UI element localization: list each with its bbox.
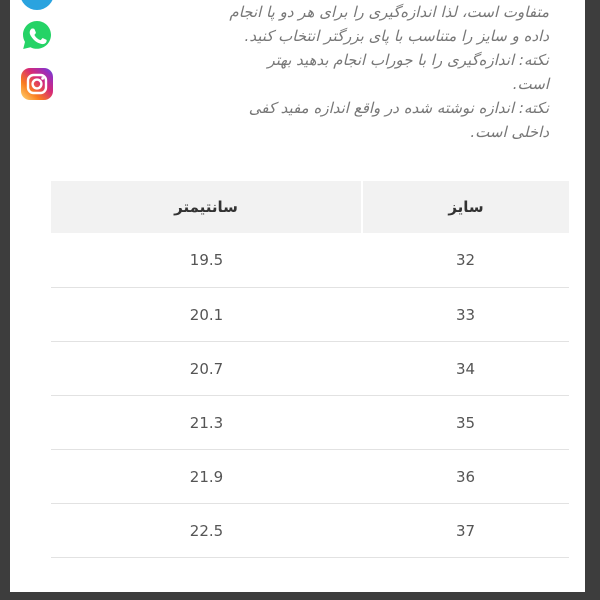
- description-line: متفاوت است، لذا اندازه‌گیری را برای هر دو پا انجام: [229, 3, 549, 21]
- description-line: داخلی است.: [470, 123, 549, 141]
- table-header-row: [51, 181, 569, 233]
- table-row: [51, 342, 569, 396]
- description-line: است.: [512, 75, 549, 93]
- whatsapp-icon[interactable]: [20, 18, 54, 52]
- cell-size: 35: [362, 396, 569, 450]
- table-row: [51, 450, 569, 504]
- table-row: [51, 504, 569, 558]
- header-size: سایز: [362, 181, 569, 233]
- description-line: نکته: اندازه نوشته شده در واقع اندازه مفید کفی: [248, 99, 549, 117]
- cell-size: 37: [362, 504, 569, 558]
- product-description-page: [10, 0, 585, 592]
- table-row: [51, 233, 569, 288]
- table-row: [51, 396, 569, 450]
- cell-centimeter: 19.5: [51, 233, 362, 288]
- cell-centimeter: 21.9: [51, 450, 362, 504]
- telegram-icon[interactable]: [20, 0, 54, 10]
- cell-centimeter: 21.3: [51, 396, 362, 450]
- table-row: [51, 288, 569, 342]
- description-line: داده و سایز را متناسب با پای بزرگتر انتخاب کنید.: [244, 27, 549, 45]
- instagram-icon[interactable]: [20, 67, 54, 101]
- cell-size: 32: [362, 233, 569, 288]
- cell-size: 34: [362, 342, 569, 396]
- cell-centimeter: 20.1: [51, 288, 362, 342]
- cell-centimeter: 22.5: [51, 504, 362, 558]
- description-line: نکته: اندازه‌گیری را با جوراب انجام بدهید بهتر: [267, 51, 549, 69]
- cell-size: 33: [362, 288, 569, 342]
- size-table: [51, 181, 569, 558]
- right-edge: [585, 0, 600, 600]
- header-centimeter: سانتیمتر: [51, 181, 362, 233]
- cell-centimeter: 20.7: [51, 342, 362, 396]
- cell-size: 36: [362, 450, 569, 504]
